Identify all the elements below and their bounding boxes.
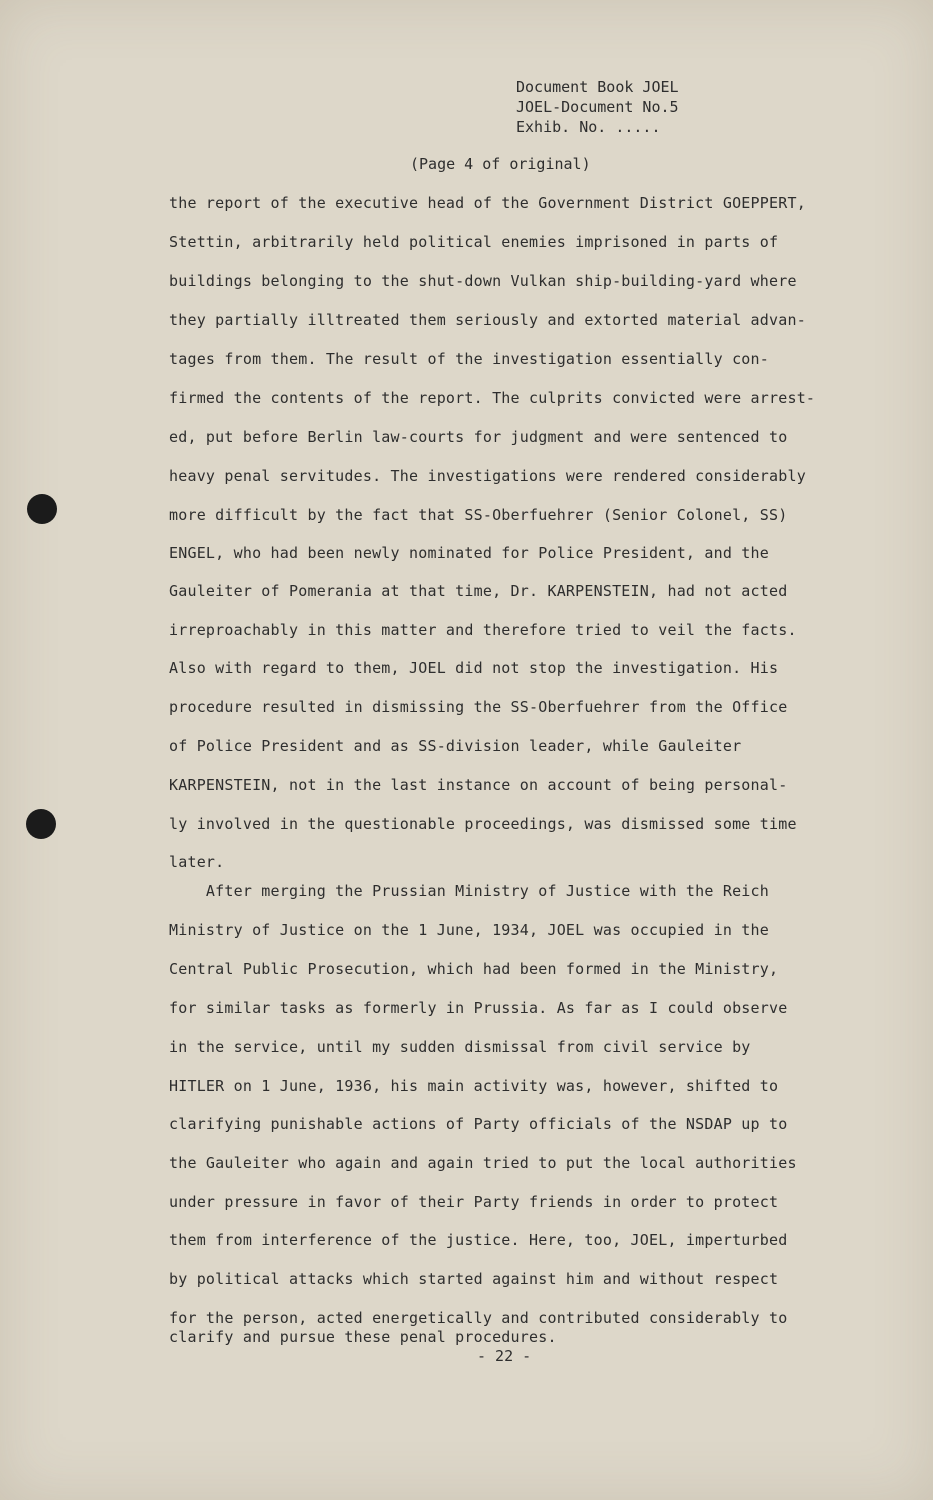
body-line: them from interference of the justice. Here, too, JOEL, imperturbed: [169, 1231, 788, 1249]
body-line: After merging the Prussian Ministry of Justice with the Reich: [169, 882, 769, 900]
body-line: tages from them. The result of the investigation essentially con-: [169, 350, 769, 368]
header-document-number: JOEL-Document No.5: [516, 98, 679, 116]
body-line: the Gauleiter who again and again tried to put the local authorities: [169, 1154, 797, 1172]
body-line: Gauleiter of Pomerania at that time, Dr. KARPENSTEIN, had not acted: [169, 582, 788, 600]
body-line: Ministry of Justice on the 1 June, 1934, JOEL was occupied in the: [169, 921, 769, 939]
body-line: ed, put before Berlin law-courts for judgment and were sentenced to: [169, 428, 788, 446]
body-line: irreproachably in this matter and therefore tried to veil the facts.: [169, 621, 797, 639]
body-line: of Police President and as SS-division leader, while Gauleiter: [169, 737, 742, 755]
body-line: heavy penal servitudes. The investigations were rendered considerably: [169, 467, 806, 485]
body-line: buildings belonging to the shut-down Vulkan ship-building-yard where: [169, 272, 797, 290]
body-line: for similar tasks as formerly in Prussia. As far as I could observe: [169, 999, 788, 1017]
punch-hole-icon: [27, 494, 57, 524]
body-line: Stettin, arbitrarily held political enemies imprisoned in parts of: [169, 233, 779, 251]
body-line: clarify and pursue these penal procedures.: [169, 1328, 557, 1346]
body-line: clarifying punishable actions of Party officials of the NSDAP up to: [169, 1115, 788, 1133]
body-line: in the service, until my sudden dismissal from civil service by: [169, 1038, 751, 1056]
header-document-book: Document Book JOEL: [516, 78, 679, 96]
punch-hole-icon: [26, 809, 56, 839]
body-line: ly involved in the questionable proceedings, was dismissed some time: [169, 815, 797, 833]
body-line: later.: [169, 853, 225, 871]
body-line: HITLER on 1 June, 1936, his main activity was, however, shifted to: [169, 1077, 779, 1095]
page-number: - 22 -: [477, 1347, 532, 1365]
original-page-reference: (Page 4 of original): [410, 155, 591, 173]
body-line: Central Public Prosecution, which had been formed in the Ministry,: [169, 960, 779, 978]
body-line: procedure resulted in dismissing the SS-Oberfuehrer from the Office: [169, 698, 788, 716]
body-line: Also with regard to them, JOEL did not stop the investigation. His: [169, 659, 779, 677]
document-header: [516, 77, 679, 137]
header-exhibit-number: Exhib. No. .....: [516, 118, 661, 136]
body-line: KARPENSTEIN, not in the last instance on account of being personal-: [169, 776, 788, 794]
body-line: ENGEL, who had been newly nominated for Police President, and the: [169, 544, 769, 562]
body-line: more difficult by the fact that SS-Oberfuehrer (Senior Colonel, SS): [169, 506, 788, 524]
body-line: under pressure in favor of their Party friends in order to protect: [169, 1193, 779, 1211]
body-line: they partially illtreated them seriously and extorted material advan-: [169, 311, 806, 329]
body-line: by political attacks which started against him and without respect: [169, 1270, 779, 1288]
body-line: firmed the contents of the report. The culprits convicted were arrest-: [169, 389, 816, 407]
body-line: for the person, acted energetically and contributed considerably to: [169, 1309, 788, 1327]
body-line: the report of the executive head of the Government District GOEPPERT,: [169, 194, 806, 212]
